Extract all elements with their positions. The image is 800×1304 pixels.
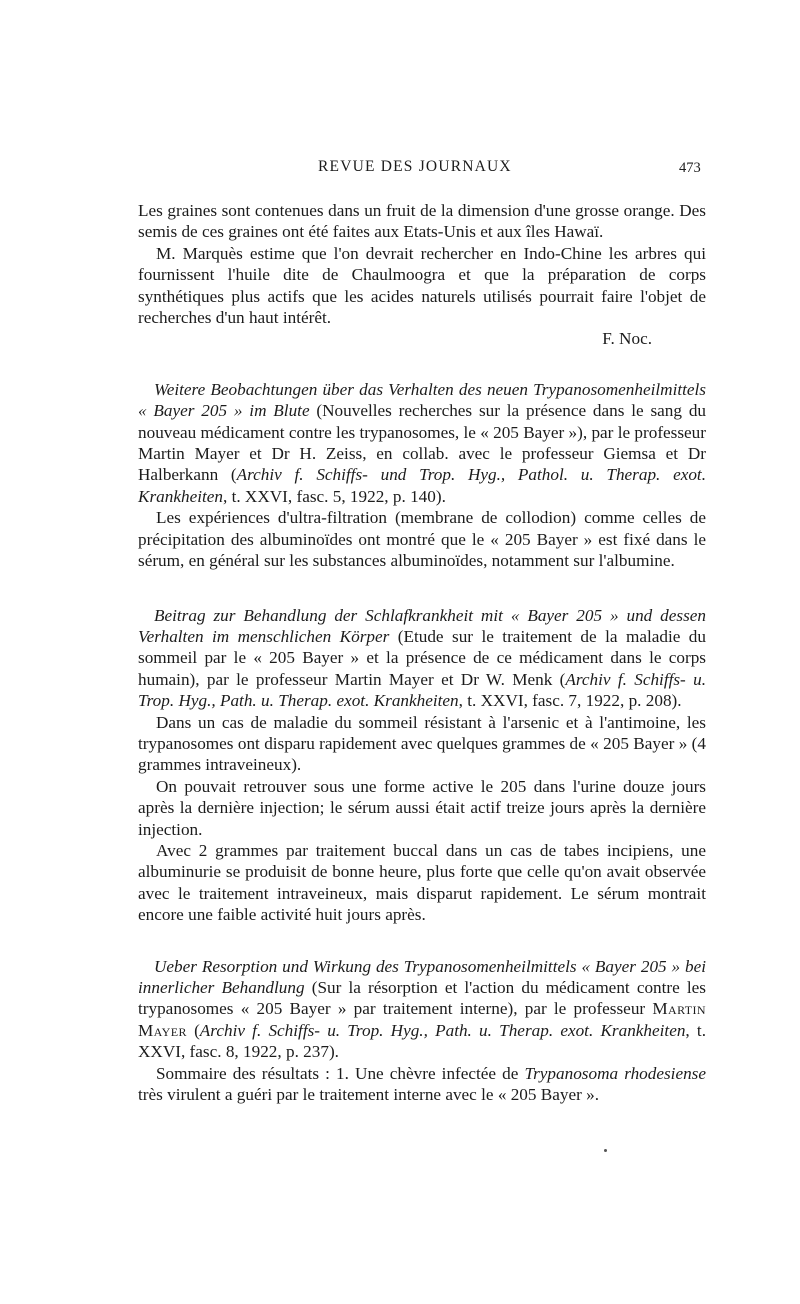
review-reference bbox=[138, 605, 706, 712]
paragraph bbox=[138, 1063, 706, 1106]
article-description: (Nouvelles recherches sur la présence dans le sang du nouveau médicament contre les trypanosomes, le « 205 Bayer »), par le professeur Martin Mayer et Dr H. Zeiss, en collab. avec le professeur Giemsa et Dr Halberkann ( bbox=[138, 401, 707, 485]
citation-details: , t. XXVI, fasc. 8, 1922, p. 237). bbox=[138, 1020, 706, 1062]
summary-text: très virulent a guéri par le traitement interne avec le « 205 Bayer ». bbox=[138, 1085, 600, 1105]
stray-mark bbox=[604, 1149, 607, 1152]
article-title: Weitere Beobachtungen über das Verhalten des neuen Trypanosomenheilmittels « Bayer 205 » im Blute bbox=[138, 379, 706, 421]
species-name: Trypanosoma rhodesiense bbox=[524, 1063, 706, 1083]
citation-details: , t. XXVI, fasc. 5, 1922, p. 140). bbox=[222, 486, 446, 506]
review-reference bbox=[138, 379, 706, 507]
paragraph: Dans un cas de maladie du sommeil résistant à l'arsenic et à l'antimoine, les trypanosomes ont disparu rapidement avec quelques grammes de « 205 Bayer » (4 grammes intraveineux). bbox=[138, 712, 706, 775]
journal-name: Archiv f. Schiffs- u. Trop. Hyg., Path. u. Therap. exot. Krankheiten bbox=[199, 1020, 686, 1040]
article-description: ( bbox=[186, 1020, 200, 1040]
page-number: 473 bbox=[679, 160, 701, 176]
article-description: (Etude sur le traitement de la maladie du sommeil par le « 205 Bayer » et la présence de ce médicament dans le corps humain), par le professeur Martin Mayer et Dr W. Menk ( bbox=[138, 626, 706, 689]
author-signature: F. Noc. bbox=[602, 329, 652, 349]
paragraph: Les expériences d'ultra-filtration (membrane de collodion) comme celles de précipitation des albuminoïdes ont montré que le « 205 Bayer » est fixé dans le sérum, en général sur les substances albuminoïdes, notamment sur l'albumine. bbox=[138, 508, 706, 571]
paragraph: M. Marquès estime que l'on devrait rechercher en Indo-Chine les arbres qui fournissent l'huile dite de Chaulmoogra et que la préparation de corps synthétiques plus actifs que les acides naturels utilisés pourrait faire l'objet de recherches d'un haut intérêt. bbox=[138, 243, 706, 328]
paragraph: Avec 2 grammes par traitement buccal dans un cas de tabes incipiens, une albuminurie se produisit de bonne heure, plus forte que celle qu'on avait observée avec le traitement intraveineux, mais disparut rapidement. Le sérum montrait encore une faible activité huit jours après. bbox=[138, 840, 706, 925]
article-title: Beitrag zur Behandlung der Schlafkrankheit mit « Bayer 205 » und dessen Verhalten im menschlichen Körper bbox=[138, 605, 706, 646]
running-title: REVUE DES JOURNAUX bbox=[318, 158, 512, 175]
journal-name: Archiv f. Schiffs- u. Trop. Hyg., Path. u. Therap. exot. Krankheiten bbox=[138, 669, 706, 711]
citation-details: , t. XXVI, fasc. 7, 1922, p. 208). bbox=[458, 691, 682, 711]
review-reference bbox=[138, 956, 706, 1063]
article-title: Ueber Resorption und Wirkung des Trypanosomenheilmittels « Bayer 205 » bei innerlicher Behandlung bbox=[138, 956, 706, 997]
author-name: Martin Mayer bbox=[138, 999, 706, 1040]
paragraph: Les graines sont contenues dans un fruit de la dimension d'une grosse orange. Des semis de ces graines ont été faites aux Etats-Unis et aux îles Hawaï. bbox=[138, 201, 706, 242]
journal-name: Archiv f. Schiffs- und Trop. Hyg., Pathol. u. Therap. exot. Krankheiten bbox=[138, 465, 706, 506]
summary-text: Sommaire des résultats : 1. Une chèvre infectée de bbox=[156, 1063, 525, 1083]
page-body bbox=[138, 200, 706, 1105]
article-description: (Sur la résorption et l'action du médicament contre les trypanosomes « 205 Bayer » par traitement interne), par le professeur bbox=[138, 978, 706, 1019]
paragraph: On pouvait retrouver sous une forme active le 205 dans l'urine douze jours après la dernière injection; le sérum aussi était actif treize jours après la dernière injection. bbox=[138, 776, 706, 839]
running-head bbox=[0, 158, 800, 182]
